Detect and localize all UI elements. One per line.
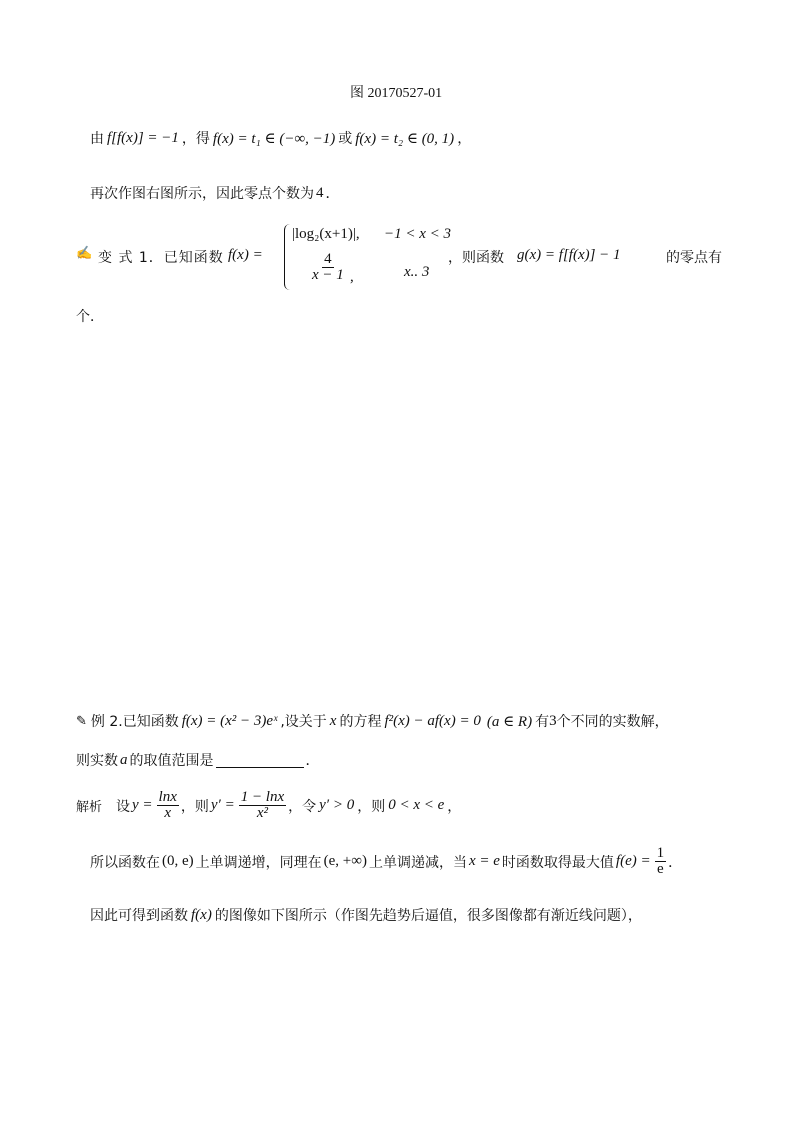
case1-expression: |log₂(x+1)|, <box>292 226 360 242</box>
fraction-one-over-e <box>655 846 667 877</box>
variant-label: 变 式 1．已知函数 <box>98 250 224 266</box>
variable-x: x <box>329 712 337 729</box>
variant-problem <box>76 222 726 294</box>
math-expression: f[f(x)] = −1 <box>107 129 179 146</box>
example-label: 例 2.已知函数 <box>90 714 179 730</box>
fraction-denominator: e <box>657 861 664 877</box>
text: 则实数 <box>76 753 118 769</box>
text: ，则 <box>180 798 209 815</box>
text: 因此可得到函数 <box>90 908 188 924</box>
fraction-denominator: x − 1 <box>312 267 344 283</box>
text: 的零点有 <box>666 250 722 266</box>
text: ，令 <box>288 798 317 815</box>
example-2-line2 <box>76 750 320 770</box>
case2-condition: x.. 3 <box>404 264 430 280</box>
text: 个不同的实数解， <box>556 714 669 730</box>
g-function: g(x) = f[f(x)] − 1 <box>517 247 621 263</box>
text: ，得 <box>181 131 210 147</box>
variant-tail: 个． <box>76 309 104 325</box>
pen-icon: ✎ <box>76 713 87 729</box>
max-value-expression: f(e) = <box>615 853 651 869</box>
text: 的图像如下图所示（作图先趋势后逼值，很多图像都有渐近线问题）， <box>214 908 642 924</box>
fraction-numerator: 4 <box>324 251 332 267</box>
text: 由 <box>90 131 104 147</box>
fraction-derivative <box>239 790 286 821</box>
text: ， <box>447 798 462 815</box>
derivative-condition: y′ > 0 <box>319 797 355 813</box>
text: 再次作图右图所示，因此零点个数为 <box>90 186 314 202</box>
condition: (a ∈ R) <box>486 713 533 730</box>
derivative: y′ = <box>210 797 235 813</box>
math-expression: f(x) = t₂ ∈ (0, 1) <box>355 130 455 147</box>
fraction-denominator: x² <box>256 805 268 821</box>
fraction-lnx-over-x <box>157 790 179 821</box>
text: 设 <box>116 798 131 815</box>
math-expression: f(x) = t₁ ∈ (−∞, −1) <box>212 130 336 147</box>
range: 0 < x < e <box>388 797 445 813</box>
paragraph-4 <box>90 905 642 925</box>
equation: f²(x) − af(x) = 0 <box>384 712 481 729</box>
paragraph-1 <box>90 128 471 148</box>
text: ． <box>668 854 683 871</box>
case2-fraction <box>308 252 348 283</box>
answer-blank <box>216 753 304 768</box>
y-definition: y = <box>132 797 153 813</box>
pencil-icon: ✍ <box>76 246 93 261</box>
paragraph-3 <box>90 846 682 877</box>
figure-caption: 图 20170527-01 <box>350 86 443 101</box>
solution-line <box>76 790 461 821</box>
interval-decreasing: (e, +∞) <box>323 853 367 869</box>
text: ，则函数 <box>448 250 504 266</box>
text: 上单调递增，同理在 <box>195 854 322 871</box>
case2-comma: , <box>350 269 354 285</box>
function-name: f(x) <box>191 906 212 923</box>
x-equals-e: x = e <box>468 853 500 869</box>
example-2-line1 <box>76 711 669 731</box>
zero-count: 4 <box>316 184 324 201</box>
text: 所以函数在 <box>90 854 160 871</box>
fraction-denominator: x <box>164 805 172 821</box>
text: ，则 <box>357 798 386 815</box>
function-name: f(x) = <box>228 247 263 263</box>
text: 上单调递减，当 <box>368 854 467 871</box>
solution-count: 3 <box>549 712 557 729</box>
fraction-numerator: lnx <box>158 789 177 805</box>
interval-increasing: (0, e) <box>162 853 194 869</box>
text: ． <box>325 186 340 202</box>
fraction-numerator: 1 <box>656 845 665 861</box>
text: 时函数取得最大值 <box>501 854 614 871</box>
text: ． <box>305 753 320 769</box>
text: 的方程 <box>339 714 382 730</box>
text: 的取值范围是 <box>129 753 214 769</box>
paragraph-2 <box>90 183 340 203</box>
solution-label: 解析 <box>76 800 103 815</box>
case1-condition: −1 < x < 3 <box>384 226 452 242</box>
variable-a: a <box>120 751 128 768</box>
function-expression: f(x) = (x² − 3)eˣ <box>181 712 278 729</box>
fraction-numerator: 1 − lnx <box>240 789 285 805</box>
text: ,设关于 <box>280 714 327 730</box>
text: 有 <box>535 714 550 730</box>
text: 或 <box>338 131 353 147</box>
text: ， <box>457 131 472 147</box>
